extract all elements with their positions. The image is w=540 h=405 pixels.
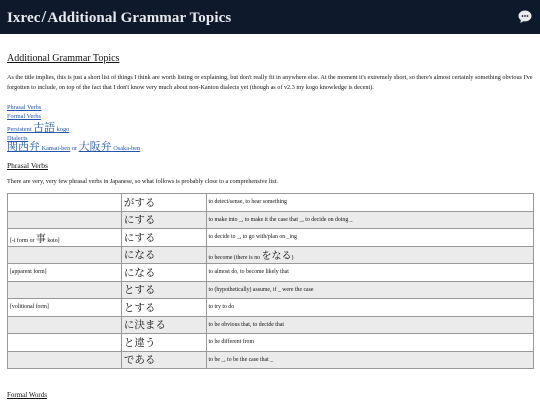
brand-slash: / bbox=[41, 7, 47, 26]
verb-cell: と違う bbox=[121, 334, 206, 352]
current-page-name: Additional Grammar Topics bbox=[47, 10, 232, 26]
top-navigation-bar bbox=[0, 0, 540, 34]
toc-kansai-kanji: 関西弁 bbox=[7, 141, 40, 153]
toc-kansai-label: Kansai-ben bbox=[41, 145, 71, 152]
page-title: Additional Grammar Topics bbox=[7, 53, 120, 64]
form-cell: [apparent form] bbox=[8, 264, 122, 282]
formal-words-heading: Formal Words bbox=[7, 391, 47, 399]
toc-link-phrasal-verbs[interactable]: Phrasal Verbs bbox=[7, 104, 42, 111]
verb-cell: とする bbox=[121, 299, 206, 317]
toc-link-persistent-kogo[interactable] bbox=[7, 122, 70, 134]
toc-osaka-kanji: 大阪弁 bbox=[78, 141, 112, 153]
main-content bbox=[7, 48, 534, 369]
toc-or-text: or bbox=[71, 145, 78, 152]
table-row bbox=[8, 246, 534, 264]
toc-kogo-kanji: 古語 bbox=[33, 122, 56, 134]
table-row bbox=[8, 351, 534, 369]
form-cell bbox=[8, 281, 122, 299]
meaning-kana: をなる bbox=[261, 251, 292, 263]
toc-link-dialects[interactable]: Dialects bbox=[7, 135, 28, 142]
intro-paragraph: As the title implies, this is just a short list of things I think are worth listing or explaining, but don't really fit in anywhere else. At the moment it's extremely short, so there's almost certainly something obvious I've forgotten to include, on top of the fact that I don't know very much about non-Kantou dialects yet (though as of v2.3 my kogo knowledge is decent). bbox=[7, 74, 533, 91]
phrasal-verbs-note: There are very, very few phrasal verbs in Japanese, so what follows is probably close to a comprehensive list. bbox=[7, 178, 278, 185]
form-text-end: koto] bbox=[47, 237, 60, 244]
site-name[interactable]: Ixrec bbox=[7, 10, 41, 26]
meaning-text-end: ) bbox=[291, 255, 294, 262]
toc-link-kansai-ben[interactable] bbox=[7, 141, 71, 153]
form-cell bbox=[8, 211, 122, 229]
form-cell bbox=[8, 316, 122, 334]
meaning-cell: to detect/sense, to hear something bbox=[206, 194, 534, 212]
table-row bbox=[8, 316, 534, 334]
meaning-cell bbox=[206, 246, 534, 264]
form-cell: [volitional form] bbox=[8, 299, 122, 317]
table-row bbox=[8, 299, 534, 317]
verb-cell: にする bbox=[121, 211, 206, 229]
form-cell bbox=[8, 229, 122, 247]
verb-cell: とする bbox=[121, 281, 206, 299]
table-row bbox=[8, 334, 534, 352]
toc-osaka-label: Osaka-ben bbox=[113, 145, 141, 152]
table-row bbox=[8, 194, 534, 212]
form-cell bbox=[8, 246, 122, 264]
form-kanji: 事 bbox=[35, 233, 46, 245]
table-row bbox=[8, 264, 534, 282]
toc-link-osaka-ben[interactable] bbox=[78, 141, 141, 153]
form-cell bbox=[8, 334, 122, 352]
meaning-cell: to decide to _, to go with/plan on _ing bbox=[206, 229, 534, 247]
table-of-contents bbox=[7, 103, 534, 153]
form-text: [-i form or bbox=[10, 237, 35, 244]
toc-kogo-label: kogo bbox=[56, 126, 70, 133]
meaning-cell: to almost do, to become likely that bbox=[206, 264, 534, 282]
form-cell bbox=[8, 351, 122, 369]
verb-cell: になる bbox=[121, 246, 206, 264]
verb-cell: である bbox=[121, 351, 206, 369]
meaning-cell: to try to do bbox=[206, 299, 534, 317]
meaning-cell: to be obvious that, to decide that bbox=[206, 316, 534, 334]
table-row bbox=[8, 229, 534, 247]
meaning-cell: to be different from bbox=[206, 334, 534, 352]
verb-cell: に決まる bbox=[121, 316, 206, 334]
site-brand[interactable] bbox=[7, 7, 231, 27]
verb-cell: がする bbox=[121, 194, 206, 212]
meaning-cell: to be _, to be the case that _ bbox=[206, 351, 534, 369]
meaning-cell: to make into _, to make it the case that _, to decide on doing _ bbox=[206, 211, 534, 229]
phrasal-verbs-table bbox=[7, 193, 534, 369]
chat-bubble-icon[interactable] bbox=[517, 9, 533, 25]
meaning-cell: to (hypothetically) assume, if _ were the case bbox=[206, 281, 534, 299]
verb-cell: にする bbox=[121, 229, 206, 247]
verb-cell: になる bbox=[121, 264, 206, 282]
table-row bbox=[8, 211, 534, 229]
phrasal-verbs-heading: Phrasal Verbs bbox=[7, 161, 48, 170]
table-row bbox=[8, 281, 534, 299]
meaning-text: to become (there is no bbox=[208, 255, 261, 262]
form-cell bbox=[8, 194, 122, 212]
toc-link-formal-verbs[interactable]: Formal Verbs bbox=[7, 113, 41, 120]
toc-persistent-label: Persistent bbox=[7, 126, 32, 133]
